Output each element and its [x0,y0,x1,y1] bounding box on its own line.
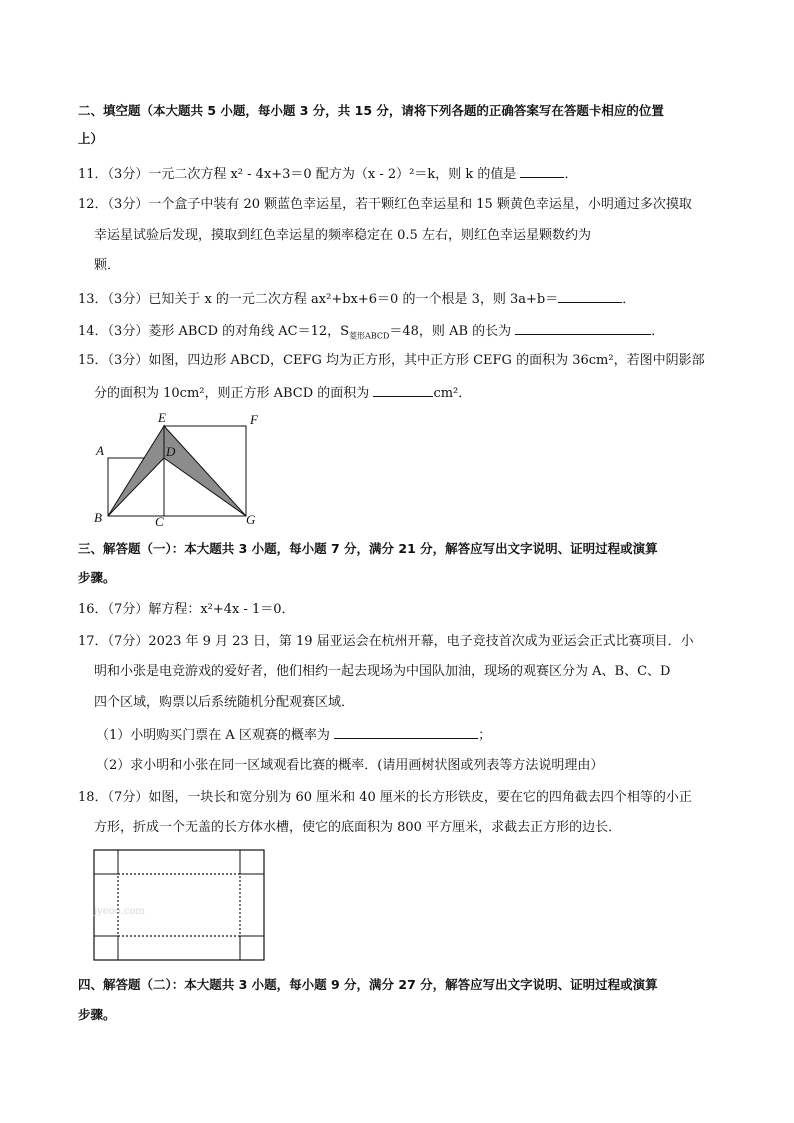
q15-text-a: 分的面积为 10cm²，则正方形 ABCD 的面积为 [94,386,374,401]
question-16: 16．（7分）解方程：x²+4x - 1＝0． [78,602,295,617]
question-17-line3: 四个区域，购票以后系统随机分配观赛区域． [94,695,355,710]
question-14 [78,320,664,342]
q11-end: ． [564,167,578,182]
q17-part1-text: （1）小明购买门票在 A 区观赛的概率为 [96,728,335,743]
corner-square-br [240,936,264,960]
q14-answer-blank[interactable] [515,320,651,335]
label-c: C [155,514,164,529]
label-b: B [94,510,102,525]
q17-part1-end: ； [478,728,492,743]
question-15-line1: 15．（3分）如图，四边形 ABCD，CEFG 均为正方形，其中正方形 CEFG 的面积为 36cm²，若图中阴影部 [78,353,705,368]
q17-part1-answer-blank[interactable] [334,724,478,739]
question-17-line1: 17．（7分）2023 年 9 月 23 日，第 19 届亚运会在杭州开幕，电子竞技首次成为亚运会正式比赛项目．小 [78,634,694,649]
question-15-line2 [94,382,471,404]
q14-text-a: 14．（3分）菱形 ABCD 的对角线 AC＝12，S [78,324,350,339]
q11-equation: x² - 4x+3＝0 [230,167,312,182]
q14-subscript: 菱形ABCD [349,331,390,341]
label-e: E [158,410,166,425]
shaded-triangle-left [108,426,164,516]
q11-answer-blank[interactable] [520,163,564,178]
q11-score: （3分） [107,167,149,182]
label-g: G [246,512,256,527]
question-17-part2: （2）求小明和小张在同一区域观看比赛的概率．(请用画树状图或列表等方法说明理由） [96,758,604,773]
label-a: A [96,443,104,458]
question-12-line3: 颗． [94,258,121,273]
watermark: jyeoo.com [94,906,145,917]
corner-square-bl [94,936,118,960]
q14-text-b: ＝48，则 AB 的长为 [389,324,516,339]
q13-text: 13．（3分）已知关于 x 的一元二次方程 ax²+bx+6＝0 的一个根是 3，则 3a+b＝ [78,292,559,307]
section-2-heading-cont: 上） [78,131,104,146]
question-17-part1 [96,724,491,746]
label-f: F [250,412,258,427]
question-12-line1: 12．（3分）一个盒子中装有 20 颗蓝色幸运星，若干颗红色幸运星和 15 颗黄色幸运星，小明通过多次摸取 [78,197,692,212]
corner-square-tr [240,850,264,874]
label-d: D [166,444,176,459]
q11-number: 11． [78,167,108,182]
question-13 [78,288,635,310]
q15-unit: cm²． [433,386,472,401]
q13-end: ． [622,292,636,307]
question-17-line2: 明和小张是电竞游戏的爱好者，他们相约一起去现场为中国队加油，现场的观赛区分为 A、B、C、D [94,664,671,679]
q11-text-b: 配方为（x - 2）²＝k，则 k 的值是 [311,167,521,182]
section-4-heading: 四、解答题（二）：本大题共 3 小题，每小题 9 分，满分 27 分，解答应写出文字说明、证明过程或演算 [78,977,658,992]
shaded-triangle-right [164,426,246,516]
question-18-line2: 方形，折成一个无盖的长方体水槽，使它的底面积为 800 平方厘米，求截去正方形的边长． [94,820,622,835]
section-3-heading-cont: 步骤。 [78,570,116,585]
section-4-heading-cont: 步骤。 [78,1007,116,1022]
q11-text-a: 一元二次方程 [148,167,231,182]
section-2-heading: 二、填空题（本大题共 5 小题，每小题 3 分，共 15 分，请将下列各题的正确答案写在答题卡相应的位置 [78,103,664,118]
question-18-line1: 18．（7分）如图，一块长和宽分别为 60 厘米和 40 厘米的长方形铁皮，要在它的四角截去四个相等的小正 [78,790,692,805]
q14-end: ． [651,324,665,339]
q15-answer-blank[interactable] [373,382,433,397]
question-11 [78,163,578,185]
question-12-line2: 幸运星试验后发现，摸取到红色幸运星的频率稳定在 0.5 左右，则红色幸运星颗数约为 [94,228,591,243]
corner-square-tl [94,850,118,874]
section-3-heading: 三、解答题（一）：本大题共 3 小题，每小题 7 分，满分 21 分，解答应写出文字说明、证明过程或演算 [78,541,658,556]
q13-answer-blank[interactable] [558,288,622,303]
q15-figure [90,410,270,530]
